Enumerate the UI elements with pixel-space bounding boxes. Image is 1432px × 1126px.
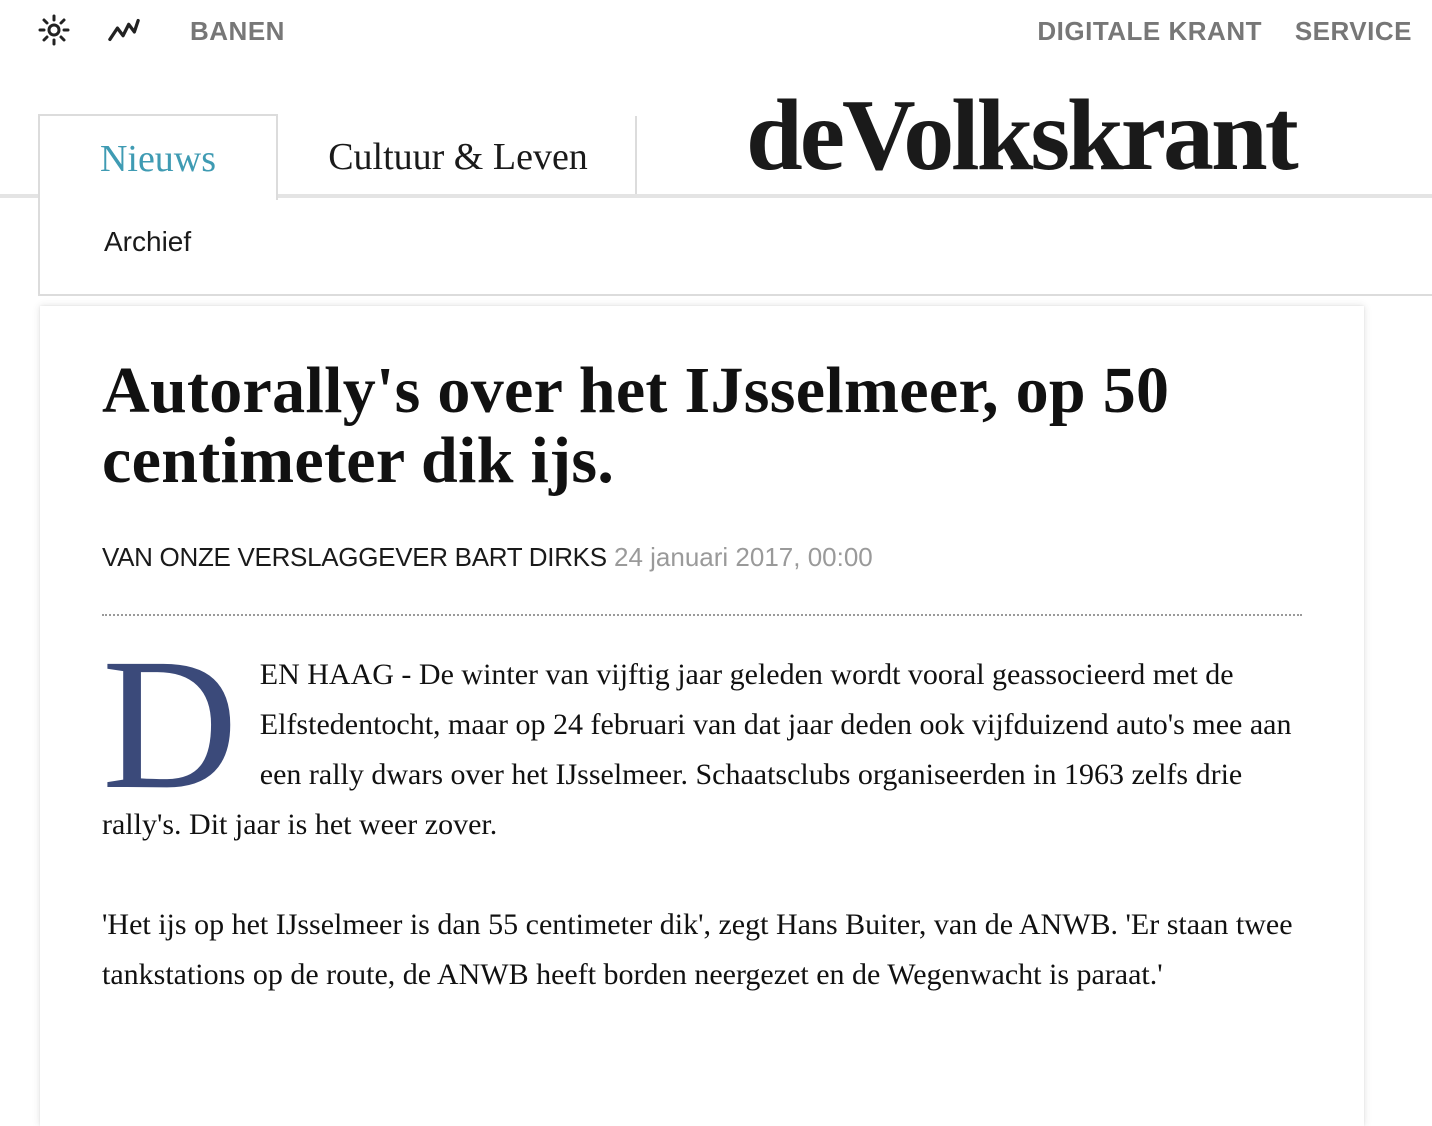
article-headline: Autorally's over het IJsselmeer, op 50 centimeter dik ijs. xyxy=(102,354,1170,497)
tab-cultuur-leven[interactable] xyxy=(280,116,636,194)
service-link[interactable]: SERVICE xyxy=(1294,16,1412,46)
digitale-krant-link[interactable]: DIGITALE KRANT xyxy=(1037,16,1262,46)
weather-icon[interactable] xyxy=(38,14,70,46)
article-card xyxy=(40,306,1364,1126)
dotted-divider xyxy=(102,614,1302,616)
subnav xyxy=(38,198,1432,296)
article-date: 24 januari 2017, 00:00 xyxy=(614,542,873,572)
paragraph-text: EN HAAG - De winter van vijftig jaar geleden wordt vooral geassocieerd met de Elfstedentocht, maar op 24 februari van dat jaar deden ook vijfduizend auto's mee aan een rally dwars over het IJsselmeer. Schaatsclubs organiseerden in 1963 zelfs drie rally's. Dit jaar is het weer zover. xyxy=(102,658,1292,841)
article-paragraph: 'Het ijs op het IJsselmeer is dan 55 centimeter dik', zegt Hans Buiter, van de ANWB. 'Er staan twee tankstations op de route, de ANWB heeft borden neergezet en de Wegenwacht is paraat.' xyxy=(102,908,1293,991)
article-byline xyxy=(102,542,873,573)
tab-nieuws-label: Nieuws xyxy=(99,138,217,180)
tab-cultuur-leven-label: Cultuur & Leven xyxy=(328,136,588,178)
subnav-item-archief[interactable]: Archief xyxy=(104,226,192,257)
banen-link[interactable]: BANEN xyxy=(190,16,285,46)
article-body xyxy=(102,619,1312,1050)
dropcap: D xyxy=(102,619,238,828)
volkskrant-logo[interactable]: deVolkskrant xyxy=(746,79,1296,192)
tab-nieuws[interactable] xyxy=(38,114,278,200)
article-paragraph xyxy=(102,619,1312,850)
top-utility-bar xyxy=(0,0,1432,64)
stocks-icon[interactable] xyxy=(108,14,140,46)
article-author: VAN ONZE VERSLAGGEVER BART DIRKS xyxy=(102,542,607,572)
tab-divider xyxy=(635,116,637,194)
